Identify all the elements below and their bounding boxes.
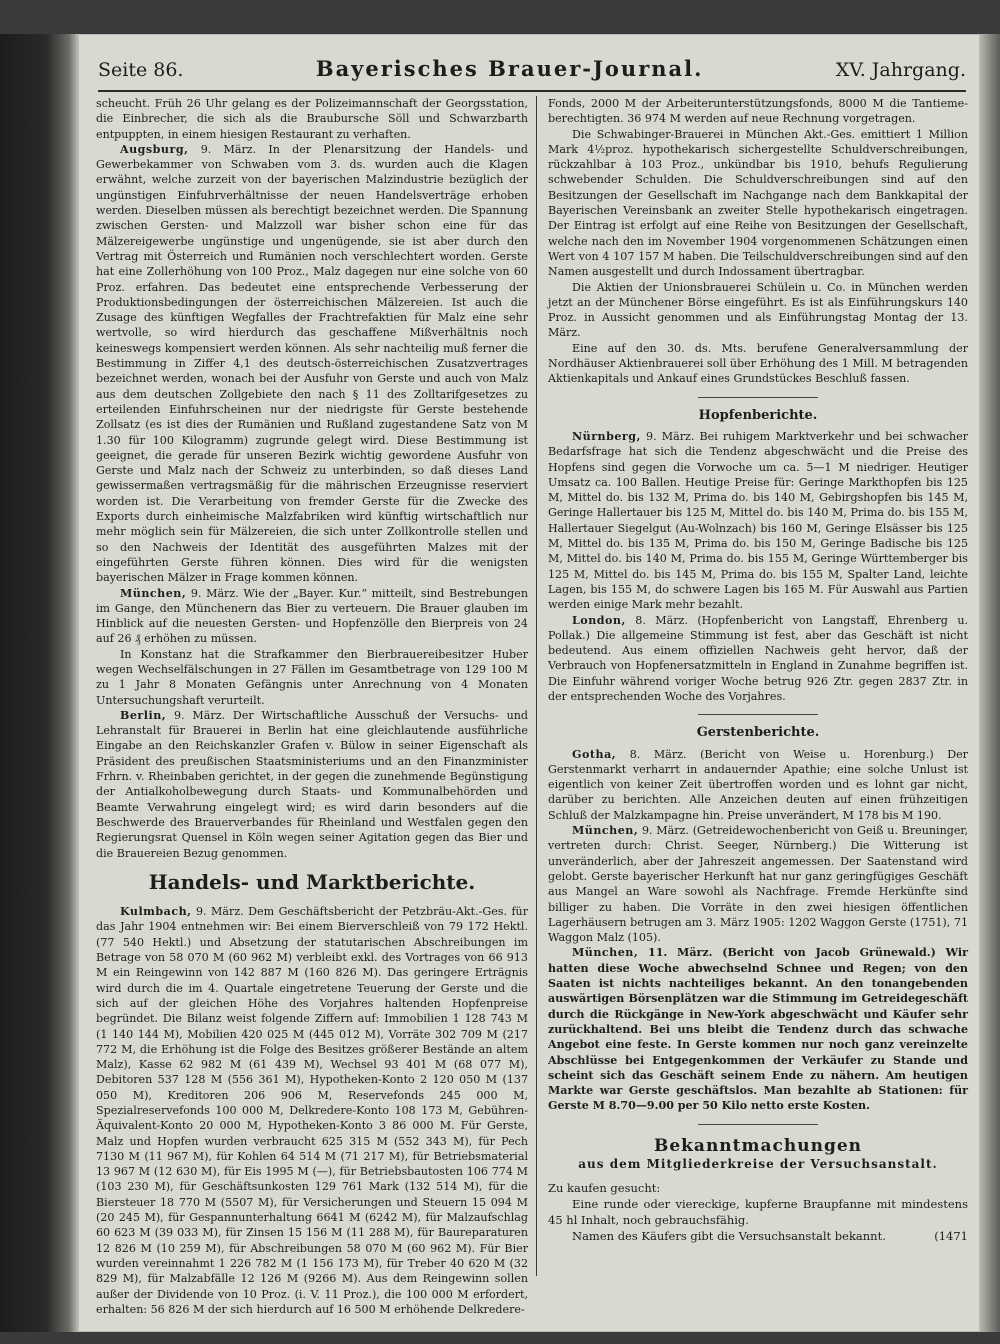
column-divider <box>536 96 537 1276</box>
article-text: 9. März. Dem Geschäftsbericht der Petzbräu-Akt.-Ges. für das Jahr 1904 entnehmen wir: Bei einem Bierverschleiß von 79 172 Hektl. (77 540 Hektl.) und Absetzung der statutarischen Abschreibungen im Betrage von 58 070 M (60 962 M) verbleibt exkl. des Vortrages von 66 913 M ein Reingewinn von 142 887 M (160 826 M). Das geringere Erträgnis wird durch die im 4. Quartale eingetretene Teuerung der Gerste und die sich auf der gleichen Höhe des Vorjahres haltenden Hopfenpreise begründet. Die Bilanz weist folgende Ziffern auf: Immobilien 1 128 743 M (1 140 144 M), Mobilien 420 025 M (445 012 M), Vorräte 302 709 M (217 772 M, die Erhöhung ist die Folge des Besitzes größerer Bestände an altem Malz), Kasse 62 982 M (61 439 M), Wechsel 93 401 M (68 077 M), Debitoren 537 128 M (556 361 M), Hypotheken-Konto 2 120 050 M (137 050 M), Kreditoren 206 906 M, Reservefonds 245 000 M, Spezialreservefonds 100 000 M, Delkredere-Konto 108 173 M, Gebühren-Äquivalent-Konto 20 000 M, Hypotheken-Konto 3 86 000 M. Für Gerste, Malz und Hopfen wurden verbraucht 625 315 M (552 343 M), für Pech 7130 M (11 967 M), für Kohlen 64 514 M (71 217 M), für Betriebsmaterial 13 967 M (12 630 M), für Eis 1995 M (—), für Betriebsbautosten 106 774 M (103 230 M), für Geschäftsunkosten 129 761 Mark (132 514 M), für die Biersteuer 18 770 M (5507 M), für Versicherungen und Steuern 15 094 M (20 245 M), für Gespannunterhaltung 6641 M (6242 M), für Malzaufschlag 60 623 M (39 033 M), für Zinsen 15 156 M (11 288 M), für Baureparaturen 12 826 M (10 259 M), für Abschreibungen 58 070 M (60 962 M). Für Bier wurden vereinnahmt 1 226 782 M (1 156 173 M), für Treber 40 620 M (32 829 M), für Malzabfälle 12 126 M (9266 M). Aus dem Reingewinn sollen außer der Dividende von 10 Proz. (i. V. 11 Proz.), die 100 000 M erfordert, erhalten: 56 826 M der sich hierdurch auf 16 500 M erhöhende Delkredere- <box>96 905 528 1316</box>
divider-rule <box>698 397 818 398</box>
dateline: Nürnberg, <box>572 429 641 443</box>
article-text: 8. März. (Bericht von Weise u. Horenburg.) Der Gerstenmarkt verharrt in andauernder Apathie; eine solche Unlust ist eigentlich von keiner Zeit übertroffen worden und es lohnt gar nicht, darüber zu berichten. Alle Anzeichen deuten auf einen frühzeitigen Schluß der Malzkampagne hin. Preise unverändert, M 178 bis M 190. <box>548 747 968 822</box>
left-column <box>96 96 528 1317</box>
paragraph: scheucht. Früh 26 Uhr gelang es der Polizeimannschaft der Georgsstation, die Einbrecher, die sich als die Braubursche Söll und Schwarzbarth entpuppten, in einem hiesigen Restaurant zu verhaften. <box>96 97 528 141</box>
paragraph: Fonds, 2000 M der Arbeiterunterstützungsfonds, 8000 M die Tantieme-berechtigten. 36 974 M werden auf neue Rechnung vorgetragen. <box>548 97 968 126</box>
article-konstanz: In Konstanz hat die Strafkammer den Bierbrauereibesitzer Huber wegen Wechselfälschungen in 27 Fällen im Gesamtbetrage von 129 100 M zu 1 Jahr 8 Monaten Gefängnis unter Anrechnung von 4 Monaten Untersuchungshaft verurteilt. <box>96 647 528 707</box>
section-title-gersten: Gerstenberichte. <box>696 725 820 741</box>
dateline: Augsburg, <box>120 142 189 156</box>
dateline: Gotha, <box>572 747 617 761</box>
page-header <box>98 56 966 92</box>
announcement-note: Namen des Käufers gibt die Versuchsanstalt bekannt. <box>572 1229 886 1244</box>
article-text: 9. März. (Getreidewochenbericht von Geiß u. Breuninger, vertreten durch: Christ. Seeger, Nürnberg.) Die Witterung ist unveränderlich, aber der Jahreszeit angemessen. Der Saatenstand wird gelobt. Gerste bayerischer Herkunft hat nur ganz geringfügiges Geschäft aus Mangel an Ware sowohl als Nachfrage. Fremde Herkünfte sind billiger zu haben. Die Vorräte in den zwei hiesigen öffentlichen Lagerhäusern betrugen am 3. März 1905: 1202 Waggon Gerste (1751), 71 Waggon Malz (105). <box>548 824 968 945</box>
article-text: 9. März. Bei ruhigem Marktverkehr und bei schwacher Bedarfsfrage hat sich die Tendenz abgeschwächt und die Preise des Hopfens sind gegen die Vorwoche um ca. 5—1 M niedriger. Heutiger Umsatz ca. 100 Ballen. Heutige Preise für: Geringe Markthopfen bis 125 M, Mittel do. bis 132 M, Prima do. bis 140 M, Gebirgshopfen bis 145 M, Geringe Hallertauer bis 125 M, Mittel do. bis 140 M, Prima do. bis 155 M, Hallertauer Siegelgut (Au-Wolnzach) bis 160 M, Geringe Elsässer bis 125 M, Mittel do. bis 135 M, Prima do. bis 150 M, Geringe Badische bis 125 M, Mittel do. bis 140 M, Prima do. bis 155 M, Geringe Württemberger bis 125 M, Mittel do. bis 145 M, Prima do. bis 155 M, Spalter Land, leichte Lagen, bis 155 M, do schwere Lagen bis 165 M. Für Auswahl aus Partien werden einige Mark mehr bezahlt. <box>548 429 968 612</box>
article-text: 8. März. (Hopfenbericht von Langstaff, Ehrenberg u. Pollak.) Die allgemeine Stimmung ist fest, aber das Geschäft ist nicht bedeutend. Aus einem offiziellen Nachweis geht hervor, daß der Verbrauch von Hopfenersatzmitteln in England in Zunahme begriffen ist. Die Einfuhr während voriger Woche betrug 926 Ztr. gegen 2837 Ztr. in der entsprechenden Woche des Vorjahres. <box>548 613 968 703</box>
dateline: München, <box>120 586 187 600</box>
divider-rule <box>698 1124 818 1125</box>
paragraph: Eine auf den 30. ds. Mts. berufene Generalversammlung der Nordhäuser Aktienbrauerei soll über Erhöhung des 1 Mill. M betragenden Aktienkapitals und Ankauf eines Grundstückes Beschluß fassen. <box>548 341 968 386</box>
book-binding <box>0 34 78 1332</box>
dateline: München, <box>572 946 639 960</box>
announcement-item: Eine runde oder viereckige, kupferne Braupfanne mit mindestens 45 hl Inhalt, noch gebrauchsfähig. <box>548 1197 968 1228</box>
paragraph: Die Aktien der Unionsbrauerei Schülein u. Co. in München werden jetzt an der Münchener Börse eingeführt. Es ist als Einführungskurs 140 Proz. in Aussicht genommen und als Einführungstag Montag der 13. März. <box>548 280 968 340</box>
journal-page <box>78 34 980 1332</box>
article-muenchen <box>96 586 528 647</box>
article-augsburg <box>96 142 528 586</box>
divider-rule <box>698 714 818 715</box>
section-title: Handels- und Marktberichte. <box>148 869 476 894</box>
page-edge <box>980 34 1000 1332</box>
dateline: München, <box>572 824 639 838</box>
article-text-bold: 11. März. (Bericht von Jacob Grünewald.) Wir hatten diese Woche abwechselnd Schnee und Regen; von den Saaten ist nichts nachteiliges bekannt. An den tonangebenden auswärtigen Börsenplätzen war die Stimmung im Getreidegeschäft durch die Rückgänge in New-York abgeschwächt und Käufer sehr zurückhaltend. Bei uns bleibt die Tendenz durch das schwache Angebot eine feste. In Gerste kommen nur noch ganz vereinzelte Abschlüsse bei Entgegenkommen der Verkäufer zu Stande und scheint sich das Geschäft seinem Ende zu nähern. Am heutigen Markte war Gerste geschäftslos. Man bezahlte ab Stationen: für Gerste M 8.70—9.00 per 50 Kilo netto erste Kosten. <box>548 946 968 1113</box>
article-text: 9. März. Wie der „Bayer. Kur.“ mitteilt, sind Bestrebungen im Gange, den Münchenern das Bier zu verteuern. Die Brauer glauben im Hinblick auf die neuesten Gersten- und Hopfenzölle den Bierpreis von 24 auf 26 ₰ erhöhen zu müssen. <box>96 586 528 646</box>
dateline: London, <box>572 613 626 627</box>
right-column <box>548 96 968 1244</box>
article-nuernberg <box>548 429 968 613</box>
paragraph: Die Schwabinger-Brauerei in München Akt.-Ges. emittiert 1 Million Mark 4½proz. hypothekarisch sichergestellte Schuldverschreibungen, rückzahlbar à 103 Proz., unkündbar bis 1910, behufs Regulierung schwebender Schulden. Die Schuldverschreibungen sind auf den Besitzungen der Gesellschaft im Nachgange nach dem Bankkapital der Bayerischen Vereinsbank an zweiter Stelle hypothekarisch eingetragen. Der Eintrag ist erfolgt auf eine Reihe von Besitzungen der Gesellschaft, welche nach den im November 1904 vorgenommenen Schätzungen einen Wert von 4 107 157 M haben. Die Teilschuldverschreibungen sind auf den Namen ausgestellt und durch Indossament übertragbar. <box>548 127 968 279</box>
announcements-title: Bekanntmachungen <box>653 1135 863 1156</box>
announcements-subtitle: aus dem Mitgliederkreise der Versuchsanstalt. <box>578 1157 938 1171</box>
journal-title: Bayerisches Brauer-Journal. <box>315 56 704 81</box>
section-title-hopfen: Hopfenberichte. <box>698 407 818 423</box>
announcement-footer <box>548 1228 968 1244</box>
article-text: 9. März. Der Wirtschaftliche Ausschuß der Versuchs- und Lehranstalt für Brauerei in Berlin hat eine gleichlautende ausführliche Eingabe an den Reichskanzler Grafen v. Bülow in seiner Eigenschaft als Präsident des preußischen Staatsministeriums und an den Finanzminister Frhrn. v. Rheinbaben gerichtet, in der gegen die zunehmende Begünstigung der Antialkoholbewegung durch Staats- und Kommunalbehörden und Beamte Verwahrung eingelegt wird; es wird darin besonders auf die Beschwerde des Brauerverbandes für Rheinland und Westfalen gegen den Regierungsrat Quensel in Köln wegen seiner Agitation gegen das Bier und die Brauereien Bezug genommen. <box>96 708 528 860</box>
article-london <box>548 613 968 705</box>
volume-label: XV. Jahrgang. <box>835 59 966 81</box>
dateline: Kulmbach, <box>120 905 192 919</box>
announcement-number: (1471 <box>934 1229 968 1244</box>
article-text: 9. März. In der Plenarsitzung der Handels- und Gewerbekammer von Schwaben vom 3. ds. wurden auch die Klagen erwähnt, welche zurzeit von der bayerischen Malzindustrie bezüglich der ungünstigen Einfuhrverhältnisse der neuen Handelsverträge erhoben werden. Dieselben müssen als berechtigt bezeichnet werden. Die Spannung zwischen Gersten- und Malzzoll war bisher schon eine für das Mälzereigewerbe ungünstige und ungenügende, sie ist aber durch den Vertrag mit Österreich und Rumänien noch verschlechtert worden. Gerste hat eine Zollerhöhung von 100 Proz., Malz dagegen nur eine solche von 60 Proz. erfahren. Das bedeutet eine entsprechende Verbesserung der Produktionsbedingungen der österreichischen Mälzereien. Ist auch die Zusage des künftigen Wegfalles der Frachtrefaktien für Malz eine sehr wertvolle, so wird hierdurch das geschaffene Mißverhältnis noch keineswegs kompensiert werden können. Als sehr nachteilig muß ferner die Bestimmung in Ziffer 4,1 des deutsch-österreichischen Zusatzvertrages bezeichnet werden, wonach bei der Ausfuhr von Gerste und auch von Malz aus dem deutschen Zollgebiete den nach § 11 des Zolltarifgesetzes zu erteilenden Einfuhrscheinen nur der niedrigste für Gerste bestehende Zollsatz (es ist dies der Rumänien und Rußland zugestandene Satz von M 1.30 für 100 Kilogramm) zugrunde gelegt wird. Diese Bestimmung ist geeignet, die gerade für unseren Bezirk wichtig gewordene Ausfuhr von Gerste und Malz nach der Schweiz zu unterbinden, so daß dieses Land gewissermaßen vertragsmäßig für die mährischen Erzeugnisse reserviert worden ist. Die Verarbeitung von fremder Gerste für die Zwecke des Exports durch einheimische Malzfabriken wird künftig wirtschaftlich nur mehr möglich sein für Mälzereien, die sich unter Zollkontrolle stellen und so den Nachweis der Identität des ausgeführten Malzes mit der eingeführten Gerste führen können. Dies wird für die wenigsten bayerischen Mälzer in Frage kommen können. <box>96 142 528 585</box>
dateline: Berlin, <box>120 708 167 722</box>
article-kulmbach <box>96 904 528 1317</box>
announcement-label: Zu kaufen gesucht: <box>548 1181 661 1196</box>
article-muenchen-1 <box>548 823 968 945</box>
page-number: Seite 86. <box>98 59 184 81</box>
announcement <box>548 1180 968 1244</box>
article-muenchen-2 <box>548 945 968 1113</box>
article-berlin <box>96 708 528 861</box>
article-gotha <box>548 747 968 823</box>
